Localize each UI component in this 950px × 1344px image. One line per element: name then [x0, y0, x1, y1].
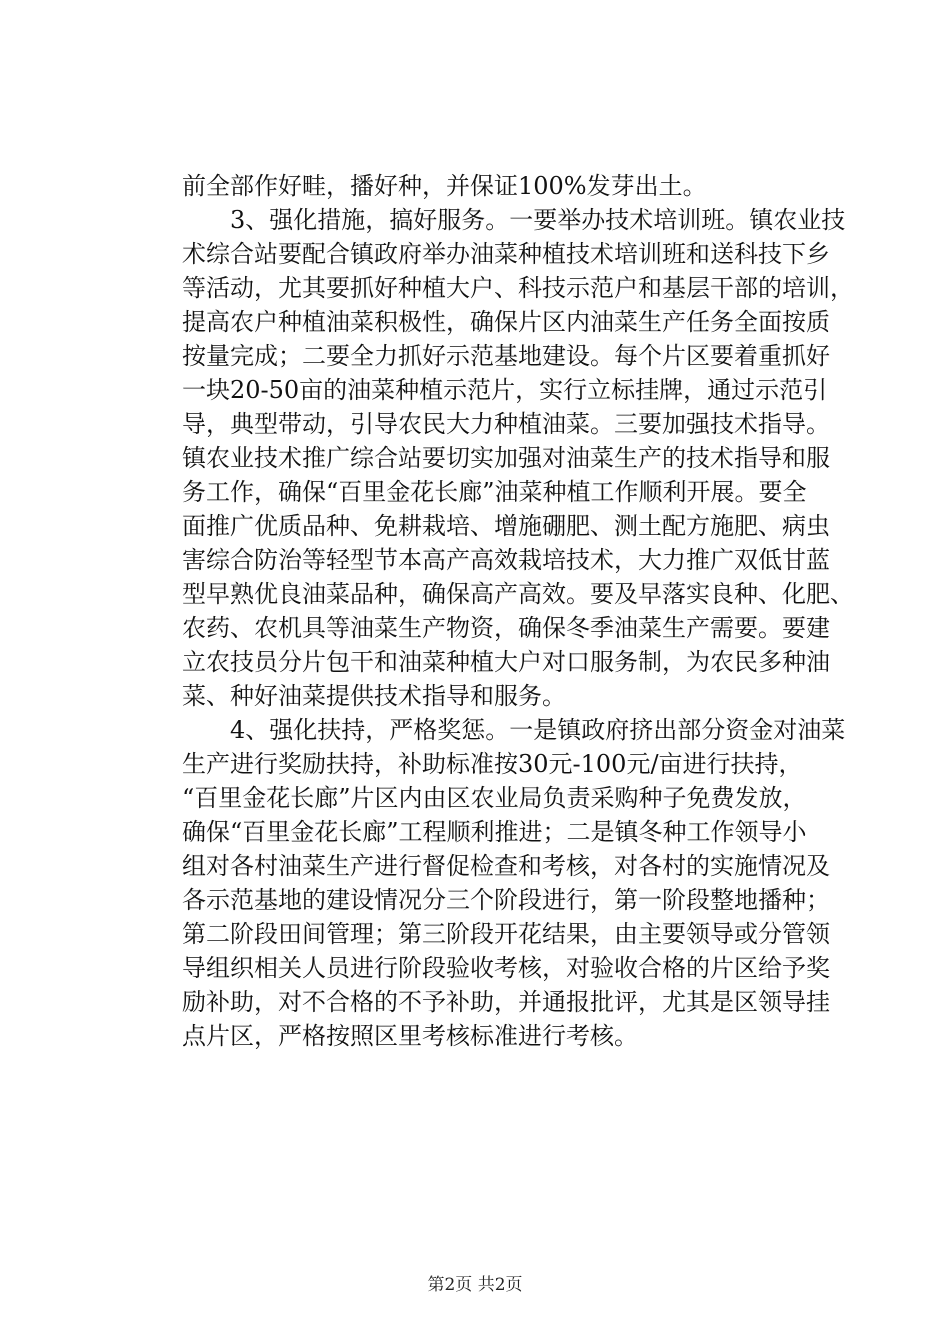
text-line: 点片区，严格按照区里考核标准进行考核。 — [182, 1022, 638, 1050]
paragraph-3-start: 3、强化措施，搞好服务。一要举办技术培训班。镇农业技 — [230, 206, 846, 234]
text-line: 一块20-50亩的油菜种植示范片，实行立标挂牌，通过示范引 — [182, 376, 828, 404]
text-line: 组对各村油菜生产进行督促检查和考核，对各村的实施情况及 — [182, 852, 830, 880]
text-line: 农药、农机具等油菜生产物资，确保冬季油菜生产需要。要建 — [182, 614, 830, 642]
text-line: “百里金花长廊”片区内由区农业局负责采购种子免费发放， — [182, 784, 807, 812]
text-line: 等活动，尤其要抓好种植大户、科技示范户和基层干部的培训， — [182, 274, 854, 302]
text-line: 型早熟优良油菜品种，确保高产高效。要及早落实良种、化肥、 — [182, 580, 854, 608]
text-line: 害综合防治等轻型节本高产高效栽培技术，大力推广双低甘蓝 — [182, 546, 830, 574]
text-line: 导组织相关人员进行阶段验收考核，对验收合格的片区给予奖 — [182, 954, 830, 982]
text-line: 菜、种好油菜提供技术指导和服务。 — [182, 682, 566, 710]
text-line: 导，典型带动，引导农民大力种植油菜。三要加强技术指导。 — [182, 410, 830, 438]
body-text — [182, 169, 854, 1053]
text-line: 提高农户种植油菜积极性，确保片区内油菜生产任务全面按质 — [182, 308, 830, 336]
text-line: 第二阶段田间管理；第三阶段开花结果，由主要领导或分管领 — [182, 920, 830, 948]
text-line: 励补助，对不合格的不予补助，并通报批评，尤其是区领导挂 — [182, 988, 830, 1016]
text-line: 各示范基地的建设情况分三个阶段进行，第一阶段整地播种； — [182, 886, 830, 914]
text-line: 立农技员分片包干和油菜种植大户对口服务制，为农民多种油 — [182, 648, 830, 676]
text-line: 面推广优质品种、免耕栽培、增施硼肥、测土配方施肥、病虫 — [182, 512, 830, 540]
text-line: 按量完成；二要全力抓好示范基地建设。每个片区要着重抓好 — [182, 342, 830, 370]
text-line: 务工作，确保“百里金花长廊”油菜种植工作顺利开展。要全 — [182, 478, 807, 506]
text-line: 镇农业技术推广综合站要切实加强对油菜生产的技术指导和服 — [182, 444, 830, 472]
page-footer: 第2页 共2页 — [427, 1275, 523, 1295]
paragraph-4-start: 4、强化扶持，严格奖惩。一是镇政府挤出部分资金对油菜 — [230, 716, 846, 744]
text-line: 生产进行奖励扶持，补助标准按30元-100元/亩进行扶持， — [182, 750, 803, 778]
text-line: 确保“百里金花长廊”工程顺利推进；二是镇冬种工作领导小 — [182, 818, 807, 846]
text-line: 前全部作好畦，播好种，并保证100%发芽出土。 — [182, 172, 707, 200]
text-line: 术综合站要配合镇政府举办油菜种植技术培训班和送科技下乡 — [182, 240, 830, 268]
